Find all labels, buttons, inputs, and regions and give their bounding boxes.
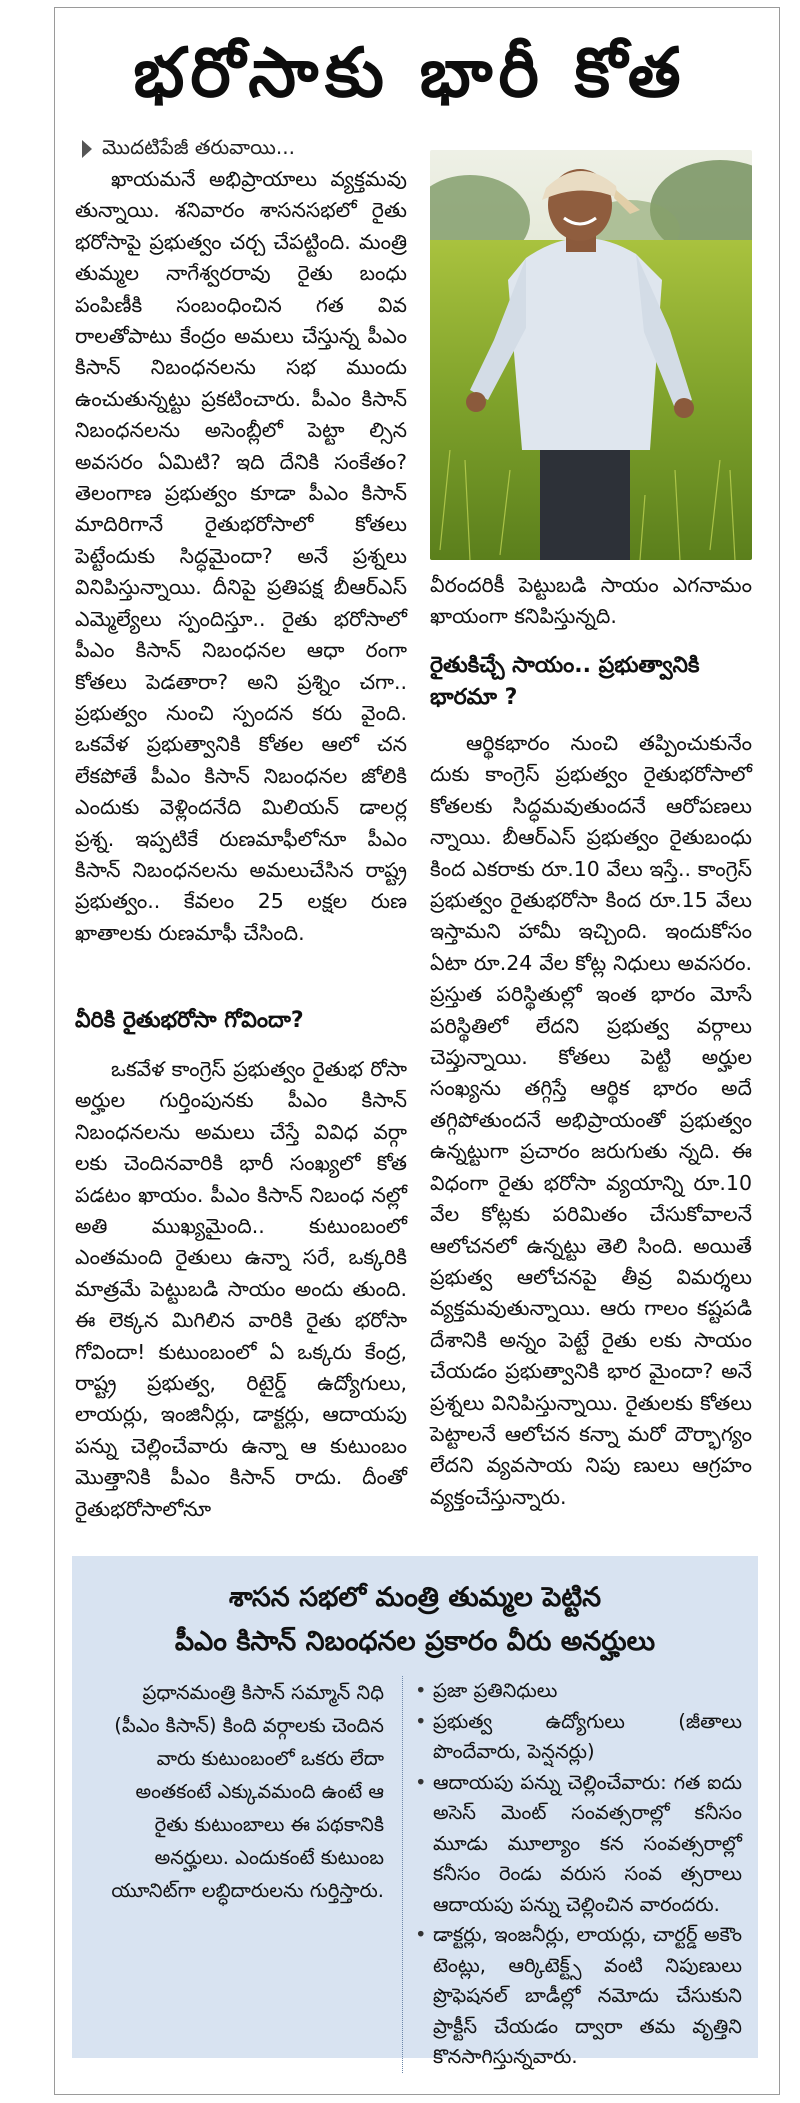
headline: భరోసాకు భారీ కోత (133, 34, 687, 113)
subheading: వీరికి రైతుభరోసా గోవిందా? (75, 1008, 304, 1033)
body-paragraph: వీరందరికీ పెట్టుబడి సాయం ఎగనామం ఖాయంగా కనిపిస్తున్నది. (430, 573, 752, 629)
body-paragraph: ఆర్థికభారం నుంచి తప్పించుకునేం దుకు కాంగ్రెస్ ప్రభుత్వం రైతుభరోసాలో కోతలకు సిద్ధమవుతుందనే ఆరోపణలు న్నాయి. బీఆర్ఎస్ ప్రభుత్వం రైతుబంధు కింద ఎకరాకు రూ.10 వేలు ఇస్తే.. కాంగ్రెస్ ప్రభుత్వం రైతుభరోసా కింద రూ.15 వేలు ఇస్తామని హామీ ఇచ్చింది. ఇందుకోసం ఏటా రూ.24 వేల కోట్ల నిధులు అవసరం. ప్రస్తుత పరిస్థితుల్లో ఇంత భారం మోసే పరిస్థితిలో లేదని ప్రభుత్వ వర్గాలు చెప్తున్నాయి. కోతలు పెట్టి అర్హుల సంఖ్యను తగ్గిస్తే ఆర్థిక భారం అదే తగ్గిపోతుందనే అభిప్రాయంతో ప్రభుత్వం ఉన్నట్టుగా ప్రచారం జరుగుతు న్నది. ఈ విధంగా రైతు భరోసా వ్యయాన్ని రూ.10 వేల కోట్లకు పరిమితం చేసుకోవాలనే ఆలోచనలో ఉన్నట్టు తెలి సింది. అయితే ప్రభుత్వ ఆలోచనపై తీవ్ర విమర్శలు వ్యక్తమవుతున్నాయి. ఆరు గాలం కష్టపడి దేశానికి అన్నం పెట్టే రైతు లకు సాయం చేయడం ప్రభుత్వానికి భార మైందా? అనే ప్రశ్నలు వినిపిస్తున్నాయి. రైతులకు కోతలు పెట్టాలనే ఆలోచన కన్నా మరో దౌర్భాగ్యం లేదని వ్యవసాయ నిపు ణులు ఆగ్రహం వ్యక్తంచేస్తున్నారు. (430, 731, 752, 1509)
info-box-title-line: శాసన సభలో మంత్రి తుమ్మల పెట్టిన (228, 1582, 602, 1613)
farmer-photo (430, 150, 752, 560)
info-box-title (72, 1576, 758, 1664)
info-box (72, 1556, 758, 2068)
body-paragraph: ఖాయమనే అభిప్రాయాలు వ్యక్తమవు తున్నాయి. శనివారం శాసనసభలో రైతు భరోసాపై ప్రభుత్వం చర్చ చేపట్టింది. మంత్రి తుమ్మల నాగేశ్వరరావు రైతు బంధు పంపిణీకి సంబంధించిన గత వివ రాలతోపాటు కేంద్రం అమలు చేస్తున్న పీఎం కిసాన్ నిబంధనలను సభ ముందు ఉంచుతున్నట్టు ప్రకటించారు. పీఎం కిసాన్ నిబంధనలను అసెంబ్లీలో పెట్టా ల్సిన అవసరం ఏమిటి? ఇది దేనికి సంకేతం? తెలంగాణ ప్రభుత్వం కూడా పీఎం కిసాన్ మాదిరిగానే రైతుభరోసాలో కోతలు పెట్టేందుకు సిద్ధమైందా? అనే ప్రశ్నలు వినిపిస్తున్నాయి. దీనిపై ప్రతిపక్ష బీఆర్ఎస్ ఎమ్మెల్యేలు స్పందిస్తూ.. రైతు భరోసాలో పీఎం కిసాన్ నిబంధనల ఆధా రంగా కోతలు పెడతారా? అని ప్రశ్నిం చగా.. ప్రభుత్వం నుంచి స్పందన కరు వైంది. ఒకవేళ ప్రభుత్వానికి కోతల ఆలో చన లేకపోతే పీఎం కిసాన్ నిబంధనల జోలికి ఎందుకు వెళ్లిందనేది మిలియన్ డాలర్ల ప్రశ్న. ఇప్పటికే రుణమాఫీలోనూ పీఎం కిసాన్ నిబంధనలను అమలుచేసిన రాష్ట్ర ప్రభుత్వం.. కేవలం 25 లక్షల రుణ ఖాతాలకు రుణమాఫీ చేసింది. (75, 167, 407, 945)
list-item: • ఆదాయపు పన్ను చెల్లించేవారు: గత ఐదు అసెస్ మెంట్ సంవత్సరాల్లో కనీసం మూడు మూల్యాం కన సంవత్సరాల్లో కనీసం రెండు వరుస సంవ త్సరాలు ఆదాయపు పన్ను చెల్లించిన వారందరు. (413, 1768, 742, 1921)
info-box-title-line: పీఎం కిసాన్ నిబంధనల ప్రకారం వీరు అనర్హులు (174, 1626, 656, 1657)
chevron-right-icon (82, 140, 92, 158)
continuation-label: మొదటిపేజీ తరువాయి... (102, 134, 295, 159)
ineligible-list (402, 1676, 742, 2073)
subheading: రైతుకిచ్చే సాయం.. ప్రభుత్వానికి భారమా ? (430, 653, 700, 710)
farmer-photo-illustration (430, 150, 752, 560)
list-item: • ప్రజా ప్రతినిధులు (413, 1676, 742, 1707)
info-box-intro: ప్రధానమంత్రి కిసాన్ సమ్మాన్ నిధి (పీఎం కిసాన్) కింది వర్గాలకు చెందిన వారు కుటుంబంలో ఒకరు లేదా అంతకంటే ఎక్కువమంది ఉంటే ఆ రైతు కుటుంబాలు ఈ పథకానికి అనర్హులు. ఎందుకంటే కుటుంబ యూనిట్‌గా లబ్ధిదారులను గుర్తిస్తారు. (111, 1681, 384, 1902)
continuation-note (82, 136, 295, 162)
list-item: • ప్రభుత్వ ఉద్యోగులు (జీతాలు పొందేవారు, పెన్షనర్లు) (413, 1707, 742, 1768)
list-item: • డాక్టర్లు, ఇంజనీర్లు, లాయర్లు, చార్టర్డ్ అకౌం టెంట్లు, ఆర్కిటెక్ట్స్ వంటి నిపుణులు ప్రొఫెషనల్ బాడీల్లో నమోదు చేసుకుని ప్రాక్టీస్ చేయడం ద్వారా తమ వృత్తిని కొనసాగిస్తున్నవారు. (413, 1920, 742, 2073)
body-paragraph: ఒకవేళ కాంగ్రెస్ ప్రభుత్వం రైతుభ రోసా అర్హుల గుర్తింపునకు పీఎం కిసాన్ నిబంధనలను అమలు చేస్తే వివిధ వర్గా లకు చెందినవారికి భారీ సంఖ్యలో కోత పడటం ఖాయం. పీఎం కిసాన్ నిబంధ నల్లో అతి ముఖ్యమైంది.. కుటుంబంలో ఎంతమంది రైతులు ఉన్నా సరే, ఒక్కరికి మాత్రమే పెట్టుబడి సాయం అందు తుంది. ఈ లెక్కన మిగిలిన వారికి రైతు భరోసా గోవిందా! కుటుంబంలో ఏ ఒక్కరు కేంద్ర, రాష్ట్ర ప్రభుత్వ, రిటైర్డ్ ఉద్యోగులు, లాయర్లు, ఇంజినీర్లు, డాక్టర్లు, ఆదాయపు పన్ను చెల్లించేవారు ఉన్నా ఆ కుటుంబం మొత్తానికి పీఎం కిసాన్ రాదు. దీంతో రైతుభరోసాలోనూ (75, 1057, 407, 1521)
